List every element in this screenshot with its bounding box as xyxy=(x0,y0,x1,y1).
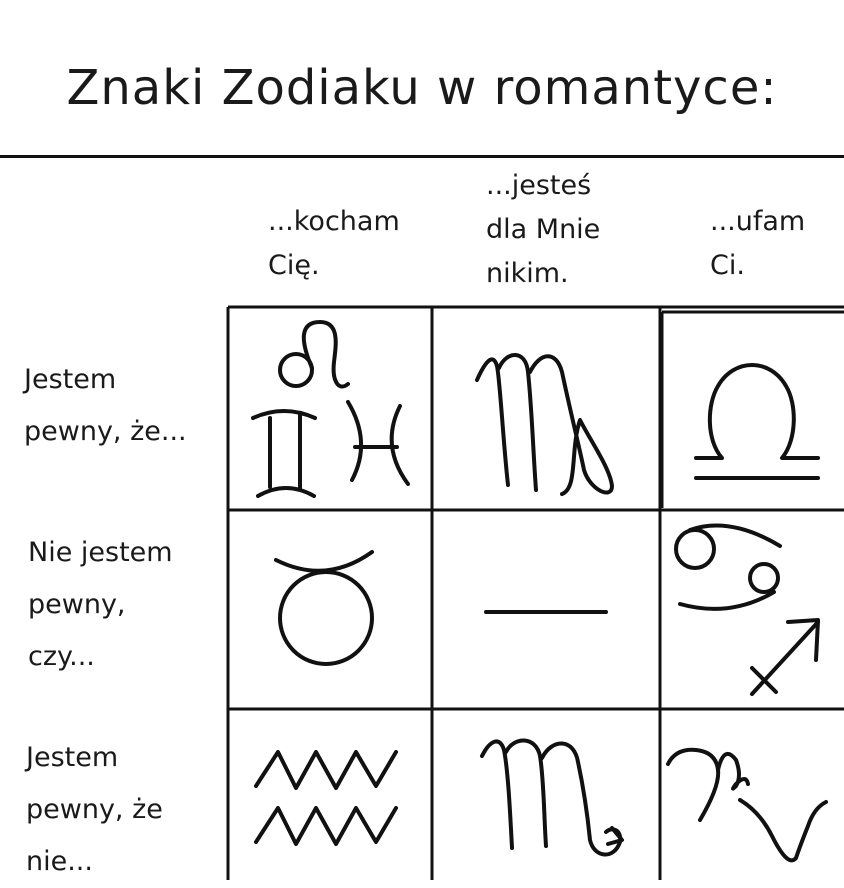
column-header-line: ...jesteś xyxy=(486,170,592,201)
cancer-icon xyxy=(676,526,780,609)
scorpio-icon xyxy=(482,740,622,854)
libra-icon xyxy=(696,365,818,478)
row-header-line: czy... xyxy=(28,641,95,672)
page-title: Znaki Zodiaku w romantyce: xyxy=(66,60,778,116)
row-header-line: nie... xyxy=(26,846,93,877)
column-header-line: nikim. xyxy=(486,258,569,289)
leo-icon xyxy=(280,322,348,387)
column-header-line: ...kocham xyxy=(268,206,400,237)
row-header-line: pewny, xyxy=(28,589,126,620)
gemini-icon xyxy=(253,411,315,496)
aquarius-icon xyxy=(256,752,396,844)
row-header-line: Nie jestem xyxy=(28,537,173,568)
row-header-line: pewny, że... xyxy=(24,416,187,447)
row-header-line: Jestem xyxy=(24,364,117,395)
column-header-line: ...ufam xyxy=(710,206,806,237)
row-header-line: Jestem xyxy=(26,742,119,773)
sagittarius-icon xyxy=(752,620,818,694)
column-header-line: Cię. xyxy=(268,250,320,281)
taurus-icon xyxy=(276,552,372,664)
pisces-icon xyxy=(348,402,408,484)
capricorn-icon xyxy=(668,750,826,861)
column-header-line: dla Mnie xyxy=(486,214,601,245)
grid-lines xyxy=(228,307,844,880)
row-header-line: pewny, że xyxy=(26,794,163,825)
column-header-line: Ci. xyxy=(710,250,745,281)
virgo-icon xyxy=(477,355,612,494)
